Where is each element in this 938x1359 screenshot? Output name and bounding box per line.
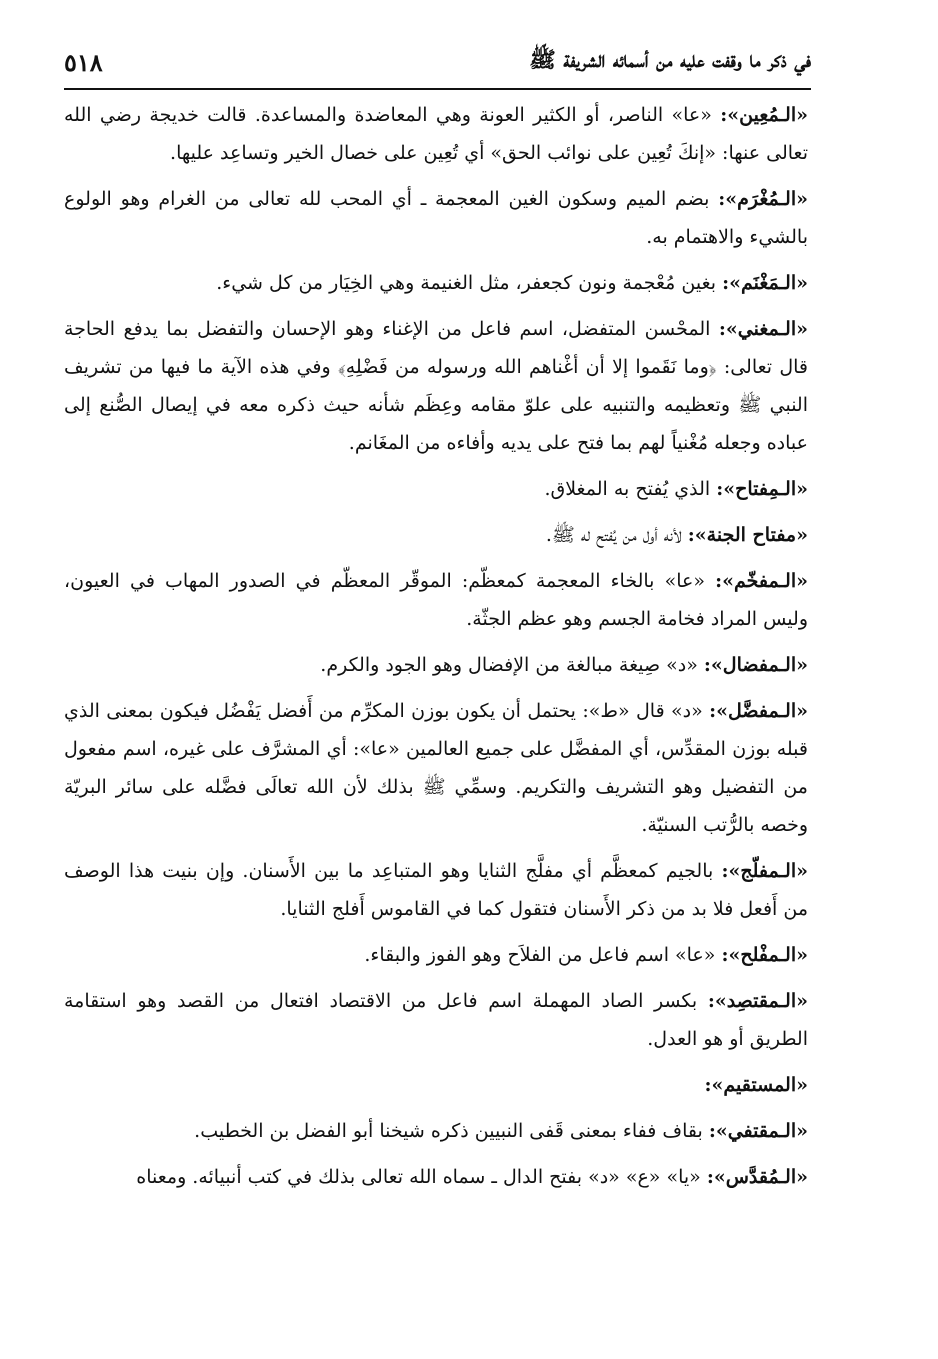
entry-term: «الـمفضال»: — [703, 654, 808, 676]
entry-text: بغين مُعْجمة ونون كجعفر، مثل الغنيمة وهي الخِيَار من كل شيء. — [216, 272, 723, 294]
entry-term: «الـمَغْنَم»: — [722, 272, 808, 294]
entry-text: بالجيم كمعظَّم أي مفلَّج الثنايا وهو المتباعِد ما بين الأَسنان. وإن بنيت هذا الوصف من أَفعل فلا بد من ذكر الأَسنان فتقول كما في القاموس أَفلج الثنايا. — [64, 860, 808, 920]
entry-term: «الـمقتفي»: — [708, 1120, 808, 1142]
page-header — [64, 40, 811, 84]
entry-term: «الـمفخّم»: — [715, 570, 808, 592]
entry-text: «عا» اسم فاعل من الفلاَح وهو الفوز والبقاء. — [364, 944, 722, 966]
entry-term: «الـمفلّج»: — [721, 860, 808, 882]
entry-al-miftah — [64, 470, 808, 508]
entry-al-muin — [64, 96, 808, 172]
entry-al-muqtasid — [64, 982, 808, 1058]
entry-term: «الـمُغْرَم»: — [718, 188, 808, 210]
entry-text: «د» صِيغة مبالغة من الإفضال وهو الجود والكرم. — [320, 654, 704, 676]
header-divider — [64, 88, 811, 90]
entry-al-mustaqim — [64, 1066, 808, 1104]
entry-term: «الـمغني»: — [718, 318, 808, 340]
entry-text: المحْسن المتفضل، اسم فاعل من الإغناء وهو الإحسان والتفضل بما يدفع الحاجة قال تعالى: ﴿وما نَقَموا إلا أن أغْناهم الله ورسوله من فَضْلِهِ﴾ وفي هذه الآية ما فيها من تشريف النبي ﷺ وتعظيمه والتنبيه على علوّ مقامه وعِظَم شأنه حيث ذكره معه في إيصال الصُّنع إلى عباده وجعله مُغْنياً لهم بما فتح على يديه وأفاءه من المغَانم. — [64, 318, 808, 454]
entry-al-mufallaj — [64, 852, 808, 928]
entry-term: «مفتاح الجنة»: — [687, 524, 808, 546]
entry-text: «عا» الناصر، أو الكثير العونة وهي المعاضدة والمساعدة. قالت خديجة رضي الله تعالى عنها: «إنكَ تُعِين على نوائب الحق» أي تُعِين على خصال الخير وتساعِد عليها. — [64, 104, 808, 164]
entry-text: «عا» بالخاء المعجمة كمعظّم: الموقّر المعظّم في الصدور المهاب في العيون، وليس المراد فخامة الجسم وهو عظم الجثّة. — [64, 570, 808, 630]
entry-text: بقاف ففاء بمعنى قَفى النبيين ذكره شيخنا أبو الفضل بن الخطيب. — [194, 1120, 709, 1142]
entry-al-mughram — [64, 180, 808, 256]
page-body — [64, 96, 808, 1204]
entry-al-mufaddal — [64, 692, 808, 844]
entry-text: «د» قال «ط»: يحتمل أن يكون بوزن المكرِّم من أَفضل يَفْضُل فيكون بمعنى الذي قبله بوزن المقدِّس، أي المفضَّل على جميع العالمين «عا»: أي المشرَّف على غيره، اسم مفعول من التفضيل وهو التشريف والتكريم. وسمِّي ﷺ بذلك لأن الله تعالَى فضَّله على سائر البريّة وخصه بالرُّتب السنيّة. — [64, 700, 808, 836]
entry-al-mughni — [64, 310, 808, 462]
entry-term: «الـمقتصِد»: — [707, 990, 808, 1012]
entry-al-muqaddas — [64, 1158, 808, 1196]
entry-term: «الـمفضَّل»: — [709, 700, 808, 722]
entry-term: «الـمُعِين»: — [720, 104, 808, 126]
entry-al-muflih — [64, 936, 808, 974]
entry-text: لأنه أول من يُفتح له ﷺ. — [545, 524, 688, 546]
entry-text: بكسر الصاد المهملة اسم فاعل من الاقتصاد افتعال من القصد وهو استقامة الطريق أو هو العدل. — [64, 990, 808, 1050]
entry-term: «الـمُقدَّس»: — [706, 1166, 808, 1188]
entry-miftah-al-janna — [64, 516, 808, 554]
entry-term: «الـمِفتاح»: — [716, 478, 808, 500]
entry-text: «يا» «ع» «د» بفتح الدال ـ سماه الله تعالى بذلك في كتب أنبيائه. ومعناه — [136, 1166, 707, 1188]
entry-al-maghnam — [64, 264, 808, 302]
running-title: في ذكر ما وقفت عليه من أسمائه الشريفة ﷺ — [529, 47, 811, 73]
entry-al-mifdal — [64, 646, 808, 684]
entry-text: الذي يُفتح به المغلاق. — [544, 478, 717, 500]
entry-al-muqtafi — [64, 1112, 808, 1150]
page-number: ٥١٨ — [64, 47, 103, 77]
entry-term: «المستقيم»: — [704, 1074, 808, 1096]
entry-al-mufakhkham — [64, 562, 808, 638]
entry-text: بضم الميم وسكون الغين المعجمة ـ أي المحب لله تعالى من الغرام وهو الولوع بالشيء والاهتمام به. — [64, 188, 808, 248]
entry-term: «الـمفْلح»: — [721, 944, 808, 966]
